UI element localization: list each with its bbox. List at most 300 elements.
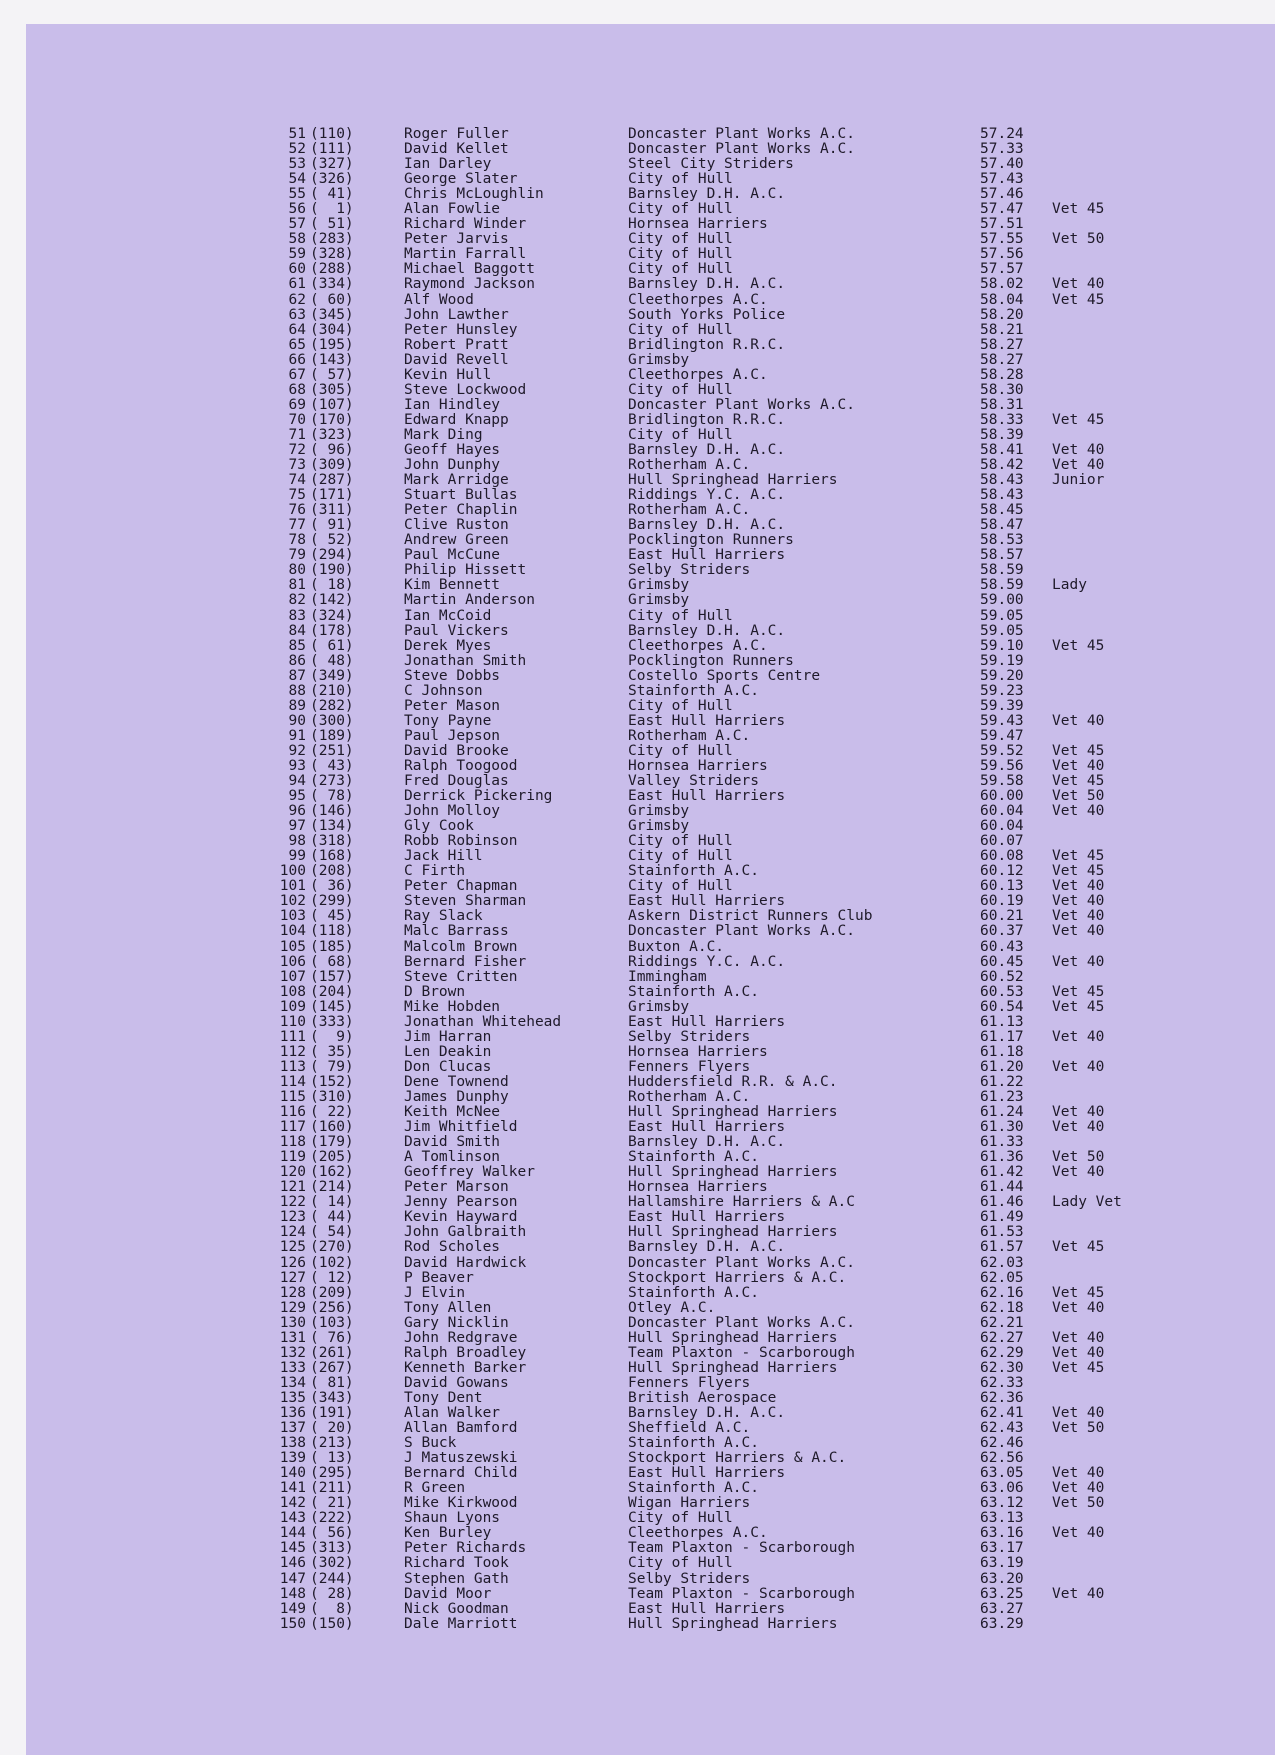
finish-time: 58.02	[980, 276, 1024, 293]
bib-number: ( 12)	[310, 1269, 354, 1286]
position: 94	[288, 773, 306, 790]
result-row	[26, 217, 1275, 232]
result-row	[26, 338, 1275, 353]
runner-name: Jim Whitfield	[404, 1119, 518, 1136]
runner-name: Paul Jepson	[404, 727, 501, 744]
bib-number: (204)	[310, 983, 354, 1000]
position: 54	[288, 171, 306, 188]
bib-number: (160)	[310, 1119, 354, 1136]
runner-name: Martin Anderson	[404, 592, 535, 609]
finish-time: 60.21	[980, 908, 1024, 925]
position: 71	[288, 426, 306, 443]
position: 91	[288, 727, 306, 744]
position: 127	[279, 1269, 306, 1286]
runner-name: Geoff Hayes	[404, 441, 501, 458]
position: 99	[288, 848, 306, 865]
position: 100	[279, 863, 306, 880]
club-name: Team Plaxton - Scarborough	[628, 1540, 855, 1557]
finish-time: 59.56	[980, 757, 1024, 774]
position: 124	[279, 1224, 306, 1241]
finish-time: 60.04	[980, 818, 1024, 835]
result-row	[26, 368, 1275, 383]
bib-number: (282)	[310, 697, 354, 714]
finish-time: 61.18	[980, 1043, 1024, 1060]
bib-number: ( 56)	[310, 1525, 354, 1542]
result-row	[26, 593, 1275, 608]
position: 126	[279, 1254, 306, 1271]
finish-time: 60.43	[980, 938, 1024, 955]
result-row	[26, 1301, 1275, 1316]
bib-number: ( 60)	[310, 291, 354, 308]
bib-number: (328)	[310, 246, 354, 263]
club-name: City of Hull	[628, 607, 733, 624]
bib-number: (313)	[310, 1540, 354, 1557]
club-name: City of Hull	[628, 231, 733, 248]
age-category: Vet 40	[1052, 1164, 1105, 1181]
position: 113	[279, 1058, 306, 1075]
result-row	[26, 624, 1275, 639]
club-name: City of Hull	[628, 833, 733, 850]
position: 125	[279, 1239, 306, 1256]
bib-number: (345)	[310, 306, 354, 323]
club-name: City of Hull	[628, 848, 733, 865]
age-category: Vet 40	[1052, 457, 1105, 474]
age-category: Vet 40	[1052, 908, 1105, 925]
runner-name: John Redgrave	[404, 1329, 518, 1346]
finish-time: 57.33	[980, 141, 1024, 158]
result-row	[26, 1090, 1275, 1105]
position: 110	[279, 1013, 306, 1030]
club-name: Stainforth A.C.	[628, 983, 759, 1000]
finish-time: 57.24	[980, 126, 1024, 142]
finish-time: 58.59	[980, 562, 1024, 579]
bib-number: ( 44)	[310, 1209, 354, 1226]
position: 53	[288, 156, 306, 173]
finish-time: 61.20	[980, 1058, 1024, 1075]
runner-name: Martin Farrall	[404, 246, 527, 263]
result-row	[26, 744, 1275, 759]
result-row	[26, 1511, 1275, 1526]
finish-time: 58.04	[980, 291, 1024, 308]
runner-name: Michael Baggott	[404, 261, 535, 278]
club-name: East Hull Harriers	[628, 1600, 786, 1617]
bib-number: (267)	[310, 1359, 354, 1376]
club-name: City of Hull	[628, 742, 733, 759]
finish-time: 63.06	[980, 1480, 1024, 1497]
position: 86	[288, 652, 306, 669]
finish-time: 62.46	[980, 1435, 1024, 1452]
club-name: Barnsley D.H. A.C.	[628, 1239, 786, 1256]
finish-time: 61.42	[980, 1164, 1024, 1181]
bib-number: (343)	[310, 1389, 354, 1406]
age-category: Vet 40	[1052, 1104, 1105, 1121]
club-name: Barnsley D.H. A.C.	[628, 622, 786, 639]
result-row	[26, 789, 1275, 804]
bib-number: (299)	[310, 893, 354, 910]
position: 123	[279, 1209, 306, 1226]
result-row	[26, 202, 1275, 217]
club-name: City of Hull	[628, 201, 733, 218]
result-row	[26, 488, 1275, 503]
position: 132	[279, 1344, 306, 1361]
club-name: Stockport Harriers & A.C.	[628, 1269, 847, 1286]
finish-time: 58.39	[980, 426, 1024, 443]
bib-number: ( 21)	[310, 1495, 354, 1512]
position: 136	[279, 1404, 306, 1421]
position: 105	[279, 938, 306, 955]
position: 56	[288, 201, 306, 218]
position: 107	[279, 968, 306, 985]
club-name: Barnsley D.H. A.C.	[628, 1134, 786, 1151]
result-row	[26, 1376, 1275, 1391]
position: 59	[288, 246, 306, 263]
runner-name: Bernard Fisher	[404, 953, 527, 970]
club-name: City of Hull	[628, 381, 733, 398]
bib-number: (191)	[310, 1404, 354, 1421]
club-name: Hallamshire Harriers & A.C	[628, 1194, 855, 1211]
finish-time: 60.08	[980, 848, 1024, 865]
runner-name: Steve Critten	[404, 968, 518, 985]
bib-number: (107)	[310, 396, 354, 413]
position: 78	[288, 532, 306, 549]
club-name: Rotherham A.C.	[628, 727, 751, 744]
position: 73	[288, 457, 306, 474]
result-row	[26, 609, 1275, 624]
result-row	[26, 894, 1275, 909]
bib-number: (244)	[310, 1570, 354, 1587]
position: 143	[279, 1510, 306, 1527]
club-name: Wigan Harriers	[628, 1495, 751, 1512]
bib-number: (152)	[310, 1073, 354, 1090]
result-row	[26, 669, 1275, 684]
finish-time: 62.36	[980, 1389, 1024, 1406]
finish-time: 59.39	[980, 697, 1024, 714]
position: 121	[279, 1179, 306, 1196]
runner-name: Nick Goodman	[404, 1600, 509, 1617]
position: 66	[288, 351, 306, 368]
runner-name: Richard Winder	[404, 216, 527, 233]
result-row	[26, 353, 1275, 368]
club-name: Doncaster Plant Works A.C.	[628, 1314, 855, 1331]
finish-time: 60.37	[980, 923, 1024, 940]
bib-number: (110)	[310, 126, 354, 142]
bib-number: (178)	[310, 622, 354, 639]
runner-name: Kenneth Barker	[404, 1359, 527, 1376]
runner-name: Alf Wood	[404, 291, 474, 308]
age-category: Vet 50	[1052, 231, 1105, 248]
club-name: Valley Striders	[628, 773, 759, 790]
club-name: Steel City Striders	[628, 156, 794, 173]
bib-number: ( 68)	[310, 953, 354, 970]
position: 87	[288, 667, 306, 684]
runner-name: Ian Darley	[404, 156, 492, 173]
finish-time: 61.33	[980, 1134, 1024, 1151]
club-name: Team Plaxton - Scarborough	[628, 1585, 855, 1602]
finish-time: 57.47	[980, 201, 1024, 218]
position: 88	[288, 682, 306, 699]
runner-name: Derek Myes	[404, 637, 492, 654]
club-name: Stainforth A.C.	[628, 1435, 759, 1452]
finish-time: 59.58	[980, 773, 1024, 790]
result-row	[26, 428, 1275, 443]
bib-number: ( 20)	[310, 1420, 354, 1437]
position: 51	[288, 126, 306, 142]
result-row	[26, 1572, 1275, 1587]
club-name: City of Hull	[628, 261, 733, 278]
finish-time: 61.22	[980, 1073, 1024, 1090]
bib-number: (185)	[310, 938, 354, 955]
finish-time: 63.17	[980, 1540, 1024, 1557]
club-name: East Hull Harriers	[628, 712, 786, 729]
result-row	[26, 1286, 1275, 1301]
finish-time: 62.30	[980, 1359, 1024, 1376]
finish-time: 63.12	[980, 1495, 1024, 1512]
result-row	[26, 1225, 1275, 1240]
club-name: Rotherham A.C.	[628, 1089, 751, 1105]
position: 84	[288, 622, 306, 639]
club-name: Team Plaxton - Scarborough	[628, 1344, 855, 1361]
runner-name: Geoffrey Walker	[404, 1164, 535, 1181]
bib-number: ( 28)	[310, 1585, 354, 1602]
result-row	[26, 443, 1275, 458]
position: 117	[279, 1119, 306, 1136]
age-category: Vet 40	[1052, 757, 1105, 774]
runner-name: Peter Jarvis	[404, 231, 509, 248]
runner-name: John Galbraith	[404, 1224, 527, 1241]
runner-name: Dene Townend	[404, 1073, 509, 1090]
club-name: City of Hull	[628, 1510, 733, 1527]
runner-name: Peter Chaplin	[404, 502, 518, 519]
bib-number: (214)	[310, 1179, 354, 1196]
bib-number: ( 76)	[310, 1329, 354, 1346]
runner-name: Mark Arridge	[404, 472, 509, 489]
bib-number: (162)	[310, 1164, 354, 1181]
age-category: Vet 40	[1052, 1480, 1105, 1497]
result-row	[26, 1617, 1275, 1632]
club-name: Doncaster Plant Works A.C.	[628, 1254, 855, 1271]
club-name: East Hull Harriers	[628, 1209, 786, 1226]
runner-name: Jim Harran	[404, 1028, 492, 1045]
bib-number: (288)	[310, 261, 354, 278]
bib-number: (210)	[310, 682, 354, 699]
finish-time: 60.07	[980, 833, 1024, 850]
bib-number: ( 41)	[310, 186, 354, 203]
result-row	[26, 1451, 1275, 1466]
runner-name: John Dunphy	[404, 457, 501, 474]
club-name: Bridlington R.R.C.	[628, 336, 786, 353]
result-row	[26, 277, 1275, 292]
finish-time: 59.52	[980, 742, 1024, 759]
finish-time: 61.57	[980, 1239, 1024, 1256]
position: 148	[279, 1585, 306, 1602]
runner-name: Ian McCoid	[404, 607, 492, 624]
position: 137	[279, 1420, 306, 1437]
club-name: Barnsley D.H. A.C.	[628, 1404, 786, 1421]
bib-number: (209)	[310, 1284, 354, 1301]
age-category: Vet 45	[1052, 201, 1105, 218]
finish-time: 61.46	[980, 1194, 1024, 1211]
position: 103	[279, 908, 306, 925]
runner-name: Derrick Pickering	[404, 788, 553, 805]
club-name: City of Hull	[628, 1555, 733, 1572]
runner-name: Jenny Pearson	[404, 1194, 518, 1211]
runner-name: David Kellet	[404, 141, 509, 158]
club-name: East Hull Harriers	[628, 1465, 786, 1482]
result-row	[26, 1030, 1275, 1045]
runner-name: Tony Dent	[404, 1389, 483, 1406]
runner-name: Don Clucas	[404, 1058, 492, 1075]
club-name: East Hull Harriers	[628, 1013, 786, 1030]
runner-name: Kim Bennett	[404, 577, 501, 594]
club-name: Cleethorpes A.C.	[628, 366, 768, 383]
finish-time: 61.13	[980, 1013, 1024, 1030]
finish-time: 63.25	[980, 1585, 1024, 1602]
finish-time: 58.30	[980, 381, 1024, 398]
age-category: Vet 40	[1052, 1585, 1105, 1602]
runner-name: Andrew Green	[404, 532, 509, 549]
bib-number: (179)	[310, 1134, 354, 1151]
runner-name: C Johnson	[404, 682, 483, 699]
bib-number: (168)	[310, 848, 354, 865]
runner-name: Rod Scholes	[404, 1239, 501, 1256]
result-row	[26, 1180, 1275, 1195]
result-row	[26, 970, 1275, 985]
runner-name: A Tomlinson	[404, 1149, 501, 1166]
result-row	[26, 1150, 1275, 1165]
finish-time: 59.19	[980, 652, 1024, 669]
result-row	[26, 924, 1275, 939]
club-name: Selby Striders	[628, 1570, 751, 1587]
bib-number: (302)	[310, 1555, 354, 1572]
runner-name: John Lawther	[404, 306, 509, 323]
bib-number: (333)	[310, 1013, 354, 1030]
club-name: Doncaster Plant Works A.C.	[628, 141, 855, 158]
result-row	[26, 1240, 1275, 1255]
bib-number: (111)	[310, 141, 354, 158]
result-row	[26, 1000, 1275, 1015]
result-row	[26, 985, 1275, 1000]
bib-number: (323)	[310, 426, 354, 443]
runner-name: Dale Marriott	[404, 1615, 518, 1632]
finish-time: 58.41	[980, 441, 1024, 458]
position: 114	[279, 1073, 306, 1090]
runner-name: Ray Slack	[404, 908, 483, 925]
runner-name: Jonathan Smith	[404, 652, 527, 669]
age-category: Vet 40	[1052, 893, 1105, 910]
result-row	[26, 548, 1275, 563]
age-category: Vet 40	[1052, 1465, 1105, 1482]
finish-time: 60.45	[980, 953, 1024, 970]
finish-time: 58.53	[980, 532, 1024, 549]
bib-number: ( 61)	[310, 637, 354, 654]
runner-name: Tony Payne	[404, 712, 492, 729]
runner-name: Paul Vickers	[404, 622, 509, 639]
finish-time: 59.05	[980, 622, 1024, 639]
bib-number: ( 1)	[310, 201, 354, 218]
club-name: Grimsby	[628, 998, 690, 1015]
bib-number: (145)	[310, 998, 354, 1015]
age-category: Vet 50	[1052, 788, 1105, 805]
position: 57	[288, 216, 306, 233]
result-row	[26, 1406, 1275, 1421]
bib-number: ( 22)	[310, 1104, 354, 1121]
runner-name: David Hardwick	[404, 1254, 527, 1271]
result-row	[26, 1135, 1275, 1150]
club-name: Selby Striders	[628, 1028, 751, 1045]
runner-name: David Moor	[404, 1585, 492, 1602]
result-row	[26, 1496, 1275, 1511]
bib-number: (170)	[310, 411, 354, 428]
club-name: Grimsby	[628, 351, 690, 368]
result-row	[26, 1060, 1275, 1075]
age-category: Vet 45	[1052, 863, 1105, 880]
finish-time: 58.43	[980, 472, 1024, 489]
position: 116	[279, 1104, 306, 1121]
runner-name: Steve Dobbs	[404, 667, 501, 684]
bib-number: (261)	[310, 1344, 354, 1361]
bib-number: (171)	[310, 487, 354, 504]
club-name: Pocklington Runners	[628, 652, 794, 669]
club-name: Hull Springhead Harriers	[628, 1615, 838, 1632]
age-category: Vet 50	[1052, 1420, 1105, 1437]
club-name: Grimsby	[628, 577, 690, 594]
bib-number: (222)	[310, 1510, 354, 1527]
age-category: Vet 50	[1052, 1495, 1105, 1512]
finish-time: 62.16	[980, 1284, 1024, 1301]
club-name: Hull Springhead Harriers	[628, 1224, 838, 1241]
position: 64	[288, 321, 306, 338]
club-name: East Hull Harriers	[628, 1119, 786, 1136]
position: 129	[279, 1299, 306, 1316]
finish-time: 62.21	[980, 1314, 1024, 1331]
age-category: Vet 40	[1052, 1329, 1105, 1346]
finish-time: 62.29	[980, 1344, 1024, 1361]
result-row	[26, 1256, 1275, 1271]
club-name: Hornsea Harriers	[628, 1179, 768, 1196]
result-row	[26, 1210, 1275, 1225]
finish-time: 58.31	[980, 396, 1024, 413]
bib-number: ( 96)	[310, 441, 354, 458]
result-row	[26, 413, 1275, 428]
bib-number: ( 13)	[310, 1450, 354, 1467]
runner-name: Ian Hindley	[404, 396, 501, 413]
club-name: Riddings Y.C. A.C.	[628, 487, 786, 504]
finish-time: 58.42	[980, 457, 1024, 474]
finish-time: 61.30	[980, 1119, 1024, 1136]
bib-number: ( 8)	[310, 1600, 354, 1617]
result-row	[26, 518, 1275, 533]
runner-name: Mike Hobden	[404, 998, 501, 1015]
bib-number: (208)	[310, 863, 354, 880]
club-name: Bridlington R.R.C.	[628, 411, 786, 428]
position: 144	[279, 1525, 306, 1542]
age-category: Vet 45	[1052, 983, 1105, 1000]
position: 133	[279, 1359, 306, 1376]
finish-time: 62.33	[980, 1374, 1024, 1391]
runner-name: C Firth	[404, 863, 466, 880]
result-row	[26, 1105, 1275, 1120]
position: 52	[288, 141, 306, 158]
age-category: Vet 45	[1052, 411, 1105, 428]
result-row	[26, 1436, 1275, 1451]
runner-name: Edward Knapp	[404, 411, 509, 428]
position: 75	[288, 487, 306, 504]
bib-number: (211)	[310, 1480, 354, 1497]
age-category: Vet 40	[1052, 1058, 1105, 1075]
bib-number: (327)	[310, 156, 354, 173]
club-name: City of Hull	[628, 878, 733, 895]
finish-time: 60.12	[980, 863, 1024, 880]
